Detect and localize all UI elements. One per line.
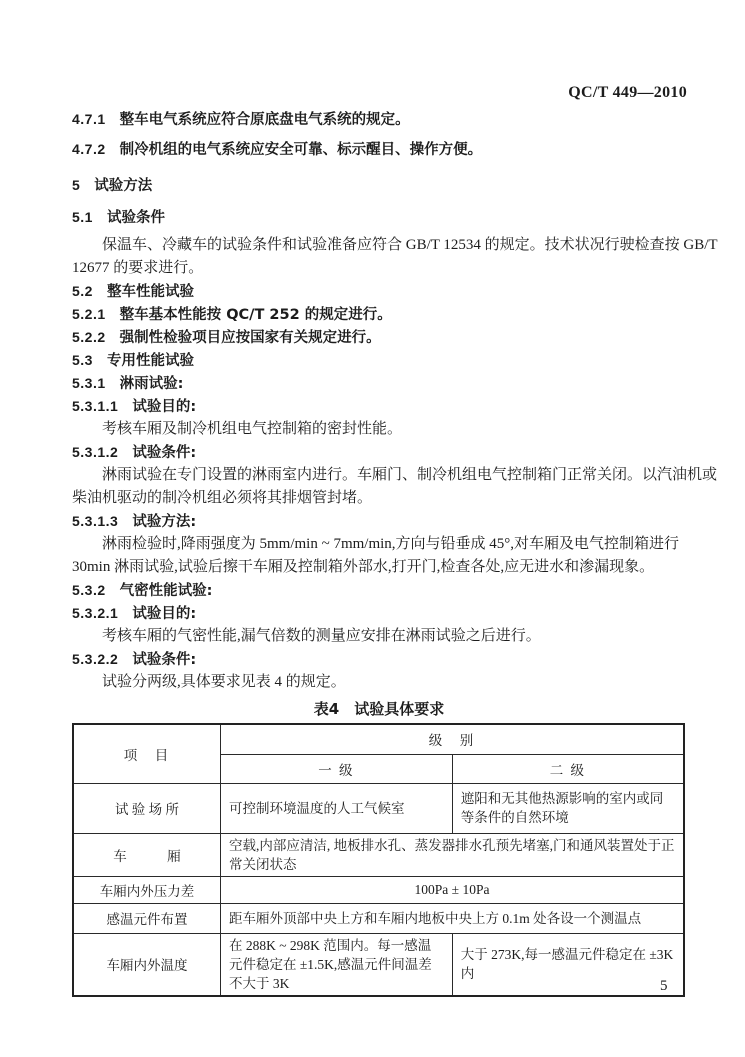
line-text: 试验目的: — [132, 399, 197, 415]
body-line — [72, 257, 686, 280]
document-body — [72, 108, 718, 694]
line-text: 试验分两级,具体要求见表 4 的规定。 — [102, 674, 346, 690]
line-text: 试验条件 — [106, 210, 165, 226]
line-text: 整车基本性能按 QC/T 252 的规定进行。 — [119, 307, 392, 323]
table-4 — [72, 723, 685, 997]
clause-number: 4.7.2 — [72, 141, 106, 157]
clause-line — [72, 138, 686, 161]
line-text: 试验方法: — [132, 514, 197, 530]
clause-number: 5.2.1 — [72, 306, 106, 322]
row-label: 车厢内外压力差 — [73, 876, 221, 903]
row-label: 试 验 场 所 — [73, 783, 221, 833]
clause-number: 5.3.2 — [72, 582, 106, 598]
row-label: 感温元件布置 — [73, 903, 221, 933]
row-cell-span: 距车厢外顶部中央上方和车厢内地板中央上方 0.1m 处各设一个测温点 — [221, 903, 685, 933]
body-line — [72, 533, 686, 556]
clause-number: 5.3.2.2 — [72, 651, 119, 667]
clause-line — [72, 206, 686, 229]
table-row — [73, 933, 684, 996]
table-header-item: 项 目 — [73, 724, 221, 783]
table-row — [73, 903, 684, 933]
line-text: 12677 的要求进行。 — [72, 260, 204, 276]
row-label: 车 厢 — [73, 833, 221, 876]
row-cell-span: 空载,内部应清洁, 地板排水孔、蒸发器排水孔预先堵塞,门和通风装置处于正常关闭状态 — [221, 833, 685, 876]
clause-line — [72, 280, 686, 303]
clause-number: 4.7.1 — [72, 111, 106, 127]
row-cell-span: 100Pa ± 10Pa — [221, 876, 685, 903]
line-text: 淋雨检验时,降雨强度为 5mm/min ~ 7mm/min,方向与铅垂成 45°,对车厢及电气控制箱进行 — [102, 536, 680, 552]
table-row — [73, 876, 684, 903]
line-text: 试验条件: — [132, 652, 197, 668]
clause-number: 5.3.1.2 — [72, 444, 119, 460]
table-header-level2: 二 级 — [452, 754, 684, 783]
clause-number: 5.3.2.1 — [72, 605, 119, 621]
clause-line — [72, 108, 686, 131]
table-header-level: 级 别 — [221, 724, 685, 754]
clause-line — [72, 326, 686, 349]
table-header-level1: 一 级 — [221, 754, 453, 783]
line-text: 考核车厢及制冷机组电气控制箱的密封性能。 — [102, 421, 403, 437]
line-text: 气密性能试验: — [119, 583, 213, 599]
line-text: 考核车厢的气密性能,漏气倍数的测量应安排在淋雨试验之后进行。 — [102, 628, 541, 644]
row-label: 车厢内外温度 — [73, 933, 221, 996]
line-text: 保温车、冷藏车的试验条件和试验准备应符合 GB/T 12534 的规定。技术状况行驶检查按 GB/T — [102, 237, 718, 253]
clause-number: 5.3 — [72, 352, 93, 368]
clause-number: 5 — [72, 177, 81, 193]
line-text: 专用性能试验 — [106, 353, 194, 369]
page-number: 5 — [660, 978, 668, 994]
row-cell: 遮阳和无其他热源影响的室内或同等条件的自然环境 — [452, 783, 684, 833]
line-text: 试验条件: — [132, 445, 197, 461]
line-text: 整车性能试验 — [106, 284, 194, 300]
line-text: 强制性检验项目应按国家有关规定进行。 — [119, 330, 381, 346]
table-row — [73, 833, 684, 876]
row-cell: 可控制环境温度的人工气候室 — [221, 783, 453, 833]
clause-number: 5.3.1.1 — [72, 398, 119, 414]
line-text: 淋雨试验: — [119, 376, 184, 392]
line-text: 试验目的: — [132, 606, 197, 622]
table-row — [73, 783, 684, 833]
table-4-header — [73, 724, 684, 783]
row-cell: 大于 273K,每一感温元件稳定在 ±3K 内 — [452, 933, 684, 996]
line-text: 试验方法 — [94, 178, 153, 194]
clause-line — [72, 174, 686, 197]
body-line — [72, 625, 686, 648]
clause-line — [72, 602, 686, 625]
clause-line — [72, 648, 686, 671]
body-line — [72, 671, 686, 694]
line-text: 淋雨试验在专门设置的淋雨室内进行。车厢门、制冷机组电气控制箱门正常关闭。以汽油机或 — [102, 467, 718, 483]
clause-line — [72, 395, 686, 418]
body-line — [72, 418, 686, 441]
clause-line — [72, 349, 686, 372]
clause-line — [72, 510, 686, 533]
clause-line — [72, 303, 686, 326]
line-text: 30min 淋雨试验,试验后擦干车厢及控制箱外部水,打开门,检查各处,应无进水和渗漏现象。 — [72, 559, 655, 575]
clause-number: 5.2.2 — [72, 329, 106, 345]
clause-number: 5.1 — [72, 209, 93, 225]
row-cell: 在 288K ~ 298K 范围内。每一感温元件稳定在 ±1.5K,感温元件间温差不大于 3K — [221, 933, 453, 996]
clause-line — [72, 441, 686, 464]
table-title: 表4 试验具体要求 — [313, 700, 445, 718]
body-line — [72, 556, 686, 579]
clause-line — [72, 372, 686, 395]
clause-number: 5.3.1.3 — [72, 513, 119, 529]
body-line — [72, 234, 718, 257]
clause-number: 5.3.1 — [72, 375, 106, 391]
clause-line — [72, 579, 686, 602]
doc-number: QC/T 449—2010 — [568, 84, 687, 101]
line-text: 制冷机组的电气系统应安全可靠、标示醒目、操作方便。 — [119, 142, 483, 158]
table-4-body — [73, 783, 684, 996]
clause-number: 5.2 — [72, 283, 93, 299]
body-line — [72, 487, 686, 510]
body-line — [72, 464, 718, 487]
line-text: 整车电气系统应符合原底盘电气系统的规定。 — [119, 112, 410, 128]
line-text: 柴油机驱动的制冷机组必须将其排烟管封堵。 — [72, 490, 373, 506]
